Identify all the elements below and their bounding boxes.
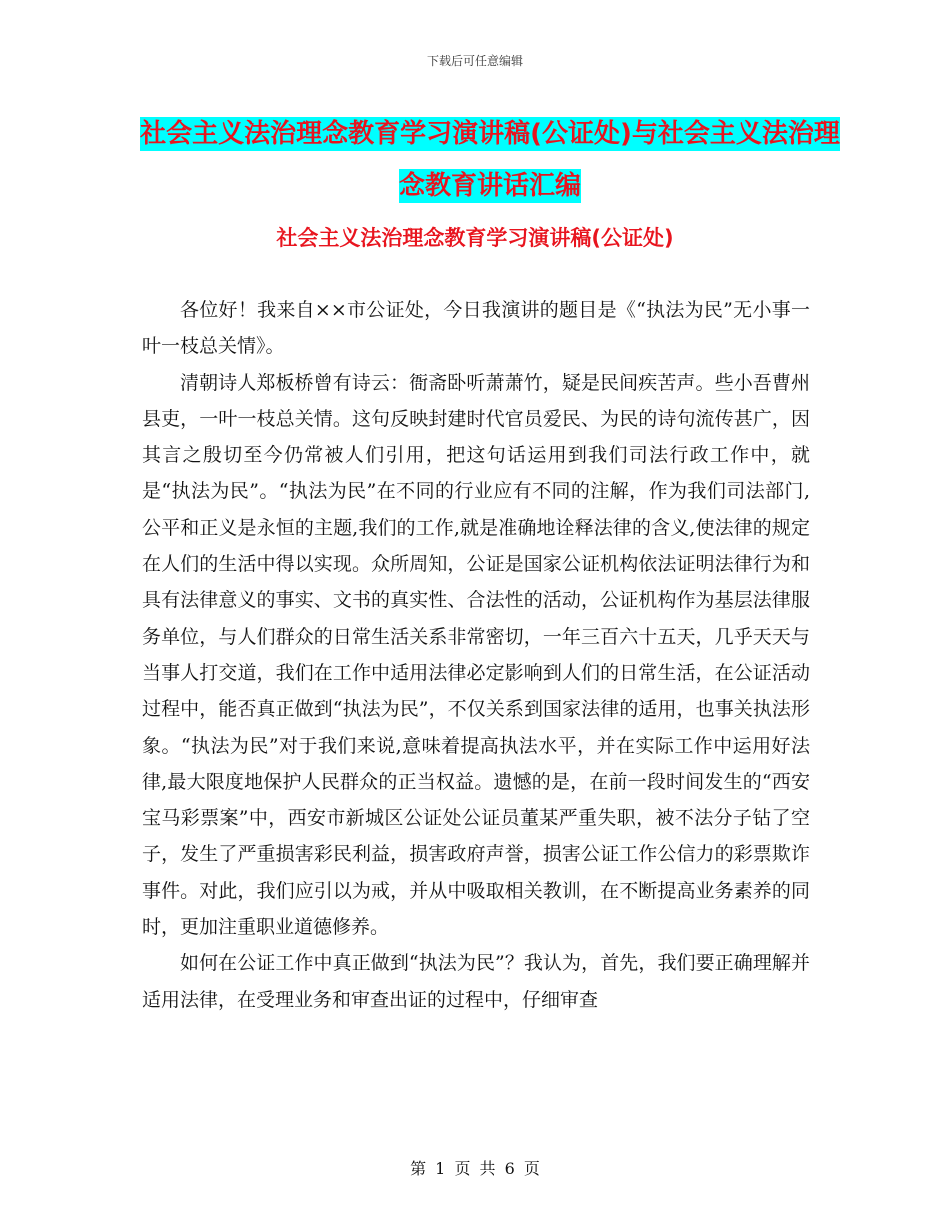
document-body [142, 292, 810, 1018]
document-title [140, 108, 840, 212]
page-number: 第 1 页 共 6 页 [410, 1159, 540, 1178]
page-header-note: 下载后可任意编辑 [426, 54, 523, 68]
paragraph: 各位好！我来自××市公证处，今日我演讲的题目是《“执法为民”无小事一叶一枝总关情》。 [142, 299, 810, 358]
document-title-text: 社会主义法治理念教育学习演讲稿(公证处)与社会主义法治理念教育讲话汇编 [140, 119, 840, 201]
paragraph: 如何在公证工作中真正做到“执法为民”？我认为，首先，我们要正确理解并适用法律，在受理业务和审查出证的过程中，仔细审查 [142, 952, 810, 1011]
section-title: 社会主义法治理念教育学习演讲稿(公证处) [276, 226, 674, 250]
paragraph: 清朝诗人郑板桥曾有诗云：衙斋卧听萧萧竹，疑是民间疾苦声。些小吾曹州县吏，一叶一枝总关情。这句反映封建时代官员爱民、为民的诗句流传甚广，因其言之殷切至今仍常被人们引用，把这句话运用到我们司法行政工作中，就是“执法为民”。“执法为民”在不同的行业应有不同的注解，作为我们司法部门,公平和正义是永恒的主题,我们的工作,就是准确地诠释法律的含义,使法律的规定在人们的生活中得以实现。众所周知，公证是国家公证机构依法证明法律行为和具有法律意义的事实、文书的真实性、合法性的活动，公证机构作为基层法律服务单位，与人们群众的日常生活关系非常密切，一年三百六十五天，几乎天天与当事人打交道，我们在工作中适用法律必定影响到人们的日常生活，在公证活动过程中，能否真正做到“执法为民”，不仅关系到国家法律的适用，也事关执法形象。“执法为民”对于我们来说,意味着提高执法水平，并在实际工作中运用好法律,最大限度地保护人民群众的正当权益。遗憾的是，在前一段时间发生的“西安宝马彩票案”中，西安市新城区公证处公证员董某严重失职，被不法分子钻了空子，发生了严重损害彩民利益，损害政府声誉，损害公证工作公信力的彩票欺诈事件。对此，我们应引以为戒，并从中吸取相关教训，在不断提高业务素养的同时，更加注重职业道德修养。 [142, 371, 810, 939]
